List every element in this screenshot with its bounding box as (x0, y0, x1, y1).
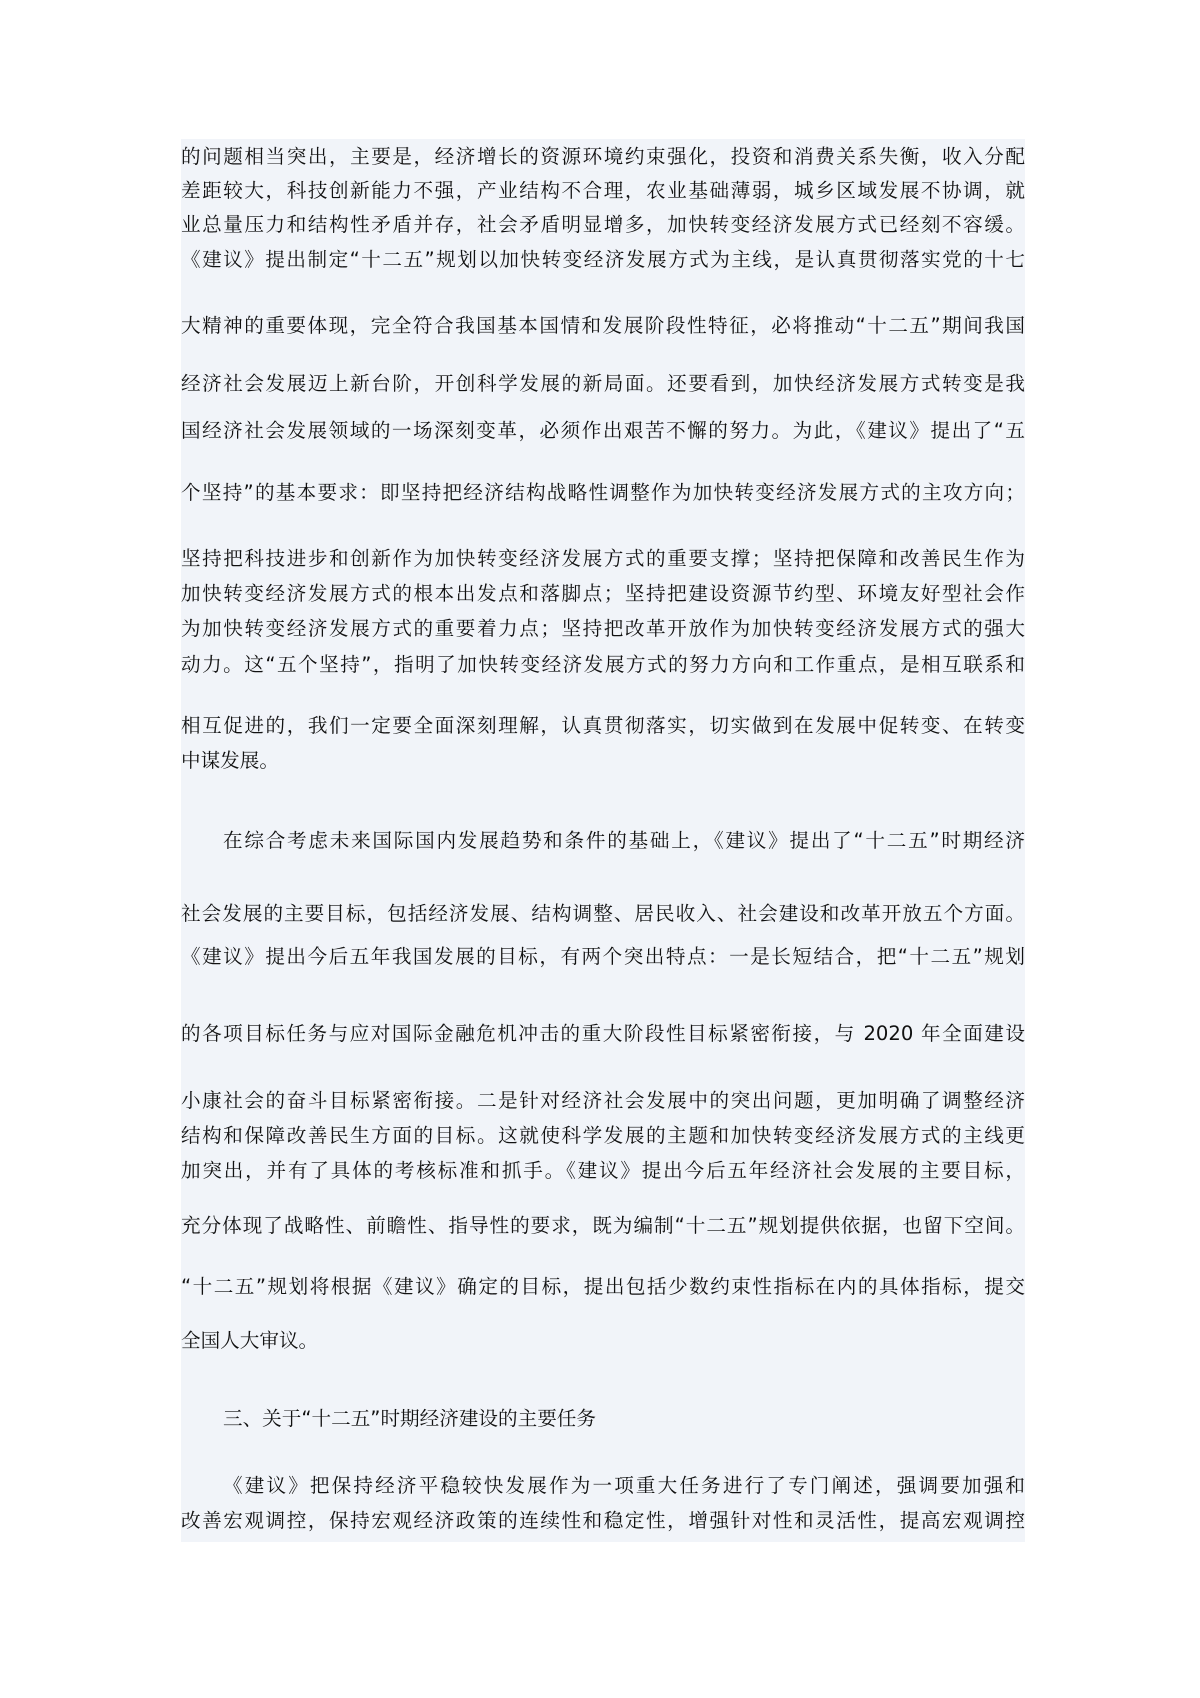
text-line: 充分体现了战略性、前瞻性、指导性的要求，既为编制“十二五”规划提供依据，也留下空间。 (181, 1214, 1025, 1237)
text-block (181, 139, 1025, 1542)
text-line: 的问题相当突出，主要是，经济增长的资源环境约束强化，投资和消费关系失衡，收入分配 (181, 145, 1025, 168)
text-line: 全国人大审议。 (181, 1329, 319, 1352)
text-line: 业总量压力和结构性矛盾并存，社会矛盾明显增多，加快转变经济发展方式已经刻不容缓。 (181, 213, 1025, 236)
text-line: 坚持把科技进步和创新作为加快转变经济发展方式的重要支撑；坚持把保障和改善民生作为 (181, 547, 1025, 570)
section-heading: 三、关于“十二五”时期经济建设的主要任务 (223, 1407, 596, 1430)
text-line: 中谋发展。 (181, 749, 279, 772)
text-line: 结构和保障改善民生方面的目标。这就使科学发展的主题和加快转变经济发展方式的主线更 (181, 1124, 1025, 1147)
text-line: 的各项目标任务与应对国际金融危机冲击的重大阶段性目标紧密衔接，与 2020 年全面建设 (181, 1022, 1025, 1045)
text-line: 大精神的重要体现，完全符合我国基本国情和发展阶段性特征，必将推动“十二五”期间我国 (181, 314, 1025, 337)
paragraph-first-line: 在综合考虑未来国际国内发展趋势和条件的基础上，《建议》提出了“十二五”时期经济 (223, 829, 1025, 852)
text-line: 动力。这“五个坚持”，指明了加快转变经济发展方式的努力方向和工作重点，是相互联系和 (181, 653, 1025, 676)
text-line: 改善宏观调控，保持宏观经济政策的连续性和稳定性，增强针对性和灵活性，提高宏观调控 (181, 1509, 1025, 1532)
paragraph-first-line: 《建议》把保持经济平稳较快发展作为一项重大任务进行了专门阐述，强调要加强和 (223, 1474, 1025, 1497)
text-line: 经济社会发展迈上新台阶，开创科学发展的新局面。还要看到，加快经济发展方式转变是我 (181, 372, 1025, 395)
text-line: “十二五”规划将根据《建议》确定的目标，提出包括少数约束性指标在内的具体指标，提交 (181, 1275, 1025, 1298)
text-line: 《建议》提出今后五年我国发展的目标，有两个突出特点：一是长短结合，把“十二五”规划 (181, 945, 1025, 968)
text-line: 加突出，并有了具体的考核标准和抓手。《建议》提出今后五年经济社会发展的主要目标， (181, 1159, 1025, 1182)
text-line: 加快转变经济发展方式的根本出发点和落脚点；坚持把建设资源节约型、环境友好型社会作 (181, 582, 1025, 605)
text-line: 国经济社会发展领域的一场深刻变革，必须作出艰苦不懈的努力。为此，《建议》提出了“五 (181, 419, 1025, 442)
text-line: 相互促进的，我们一定要全面深刻理解，认真贯彻落实，切实做到在发展中促转变、在转变 (181, 714, 1025, 737)
text-line: 个坚持”的基本要求：即坚持把经济结构战略性调整作为加快转变经济发展方式的主攻方向； (181, 481, 1025, 504)
text-line: 为加快转变经济发展方式的重要着力点；坚持把改革开放作为加快转变经济发展方式的强大 (181, 617, 1025, 640)
text-line: 社会发展的主要目标，包括经济发展、结构调整、居民收入、社会建设和改革开放五个方面。 (181, 902, 1025, 925)
text-line: 《建议》提出制定“十二五”规划以加快转变经济发展方式为主线，是认真贯彻落实党的十七 (181, 248, 1025, 271)
text-line: 小康社会的奋斗目标紧密衔接。二是针对经济社会发展中的突出问题，更加明确了调整经济 (181, 1089, 1025, 1112)
text-line: 差距较大，科技创新能力不强，产业结构不合理，农业基础薄弱，城乡区域发展不协调，就 (181, 179, 1025, 202)
